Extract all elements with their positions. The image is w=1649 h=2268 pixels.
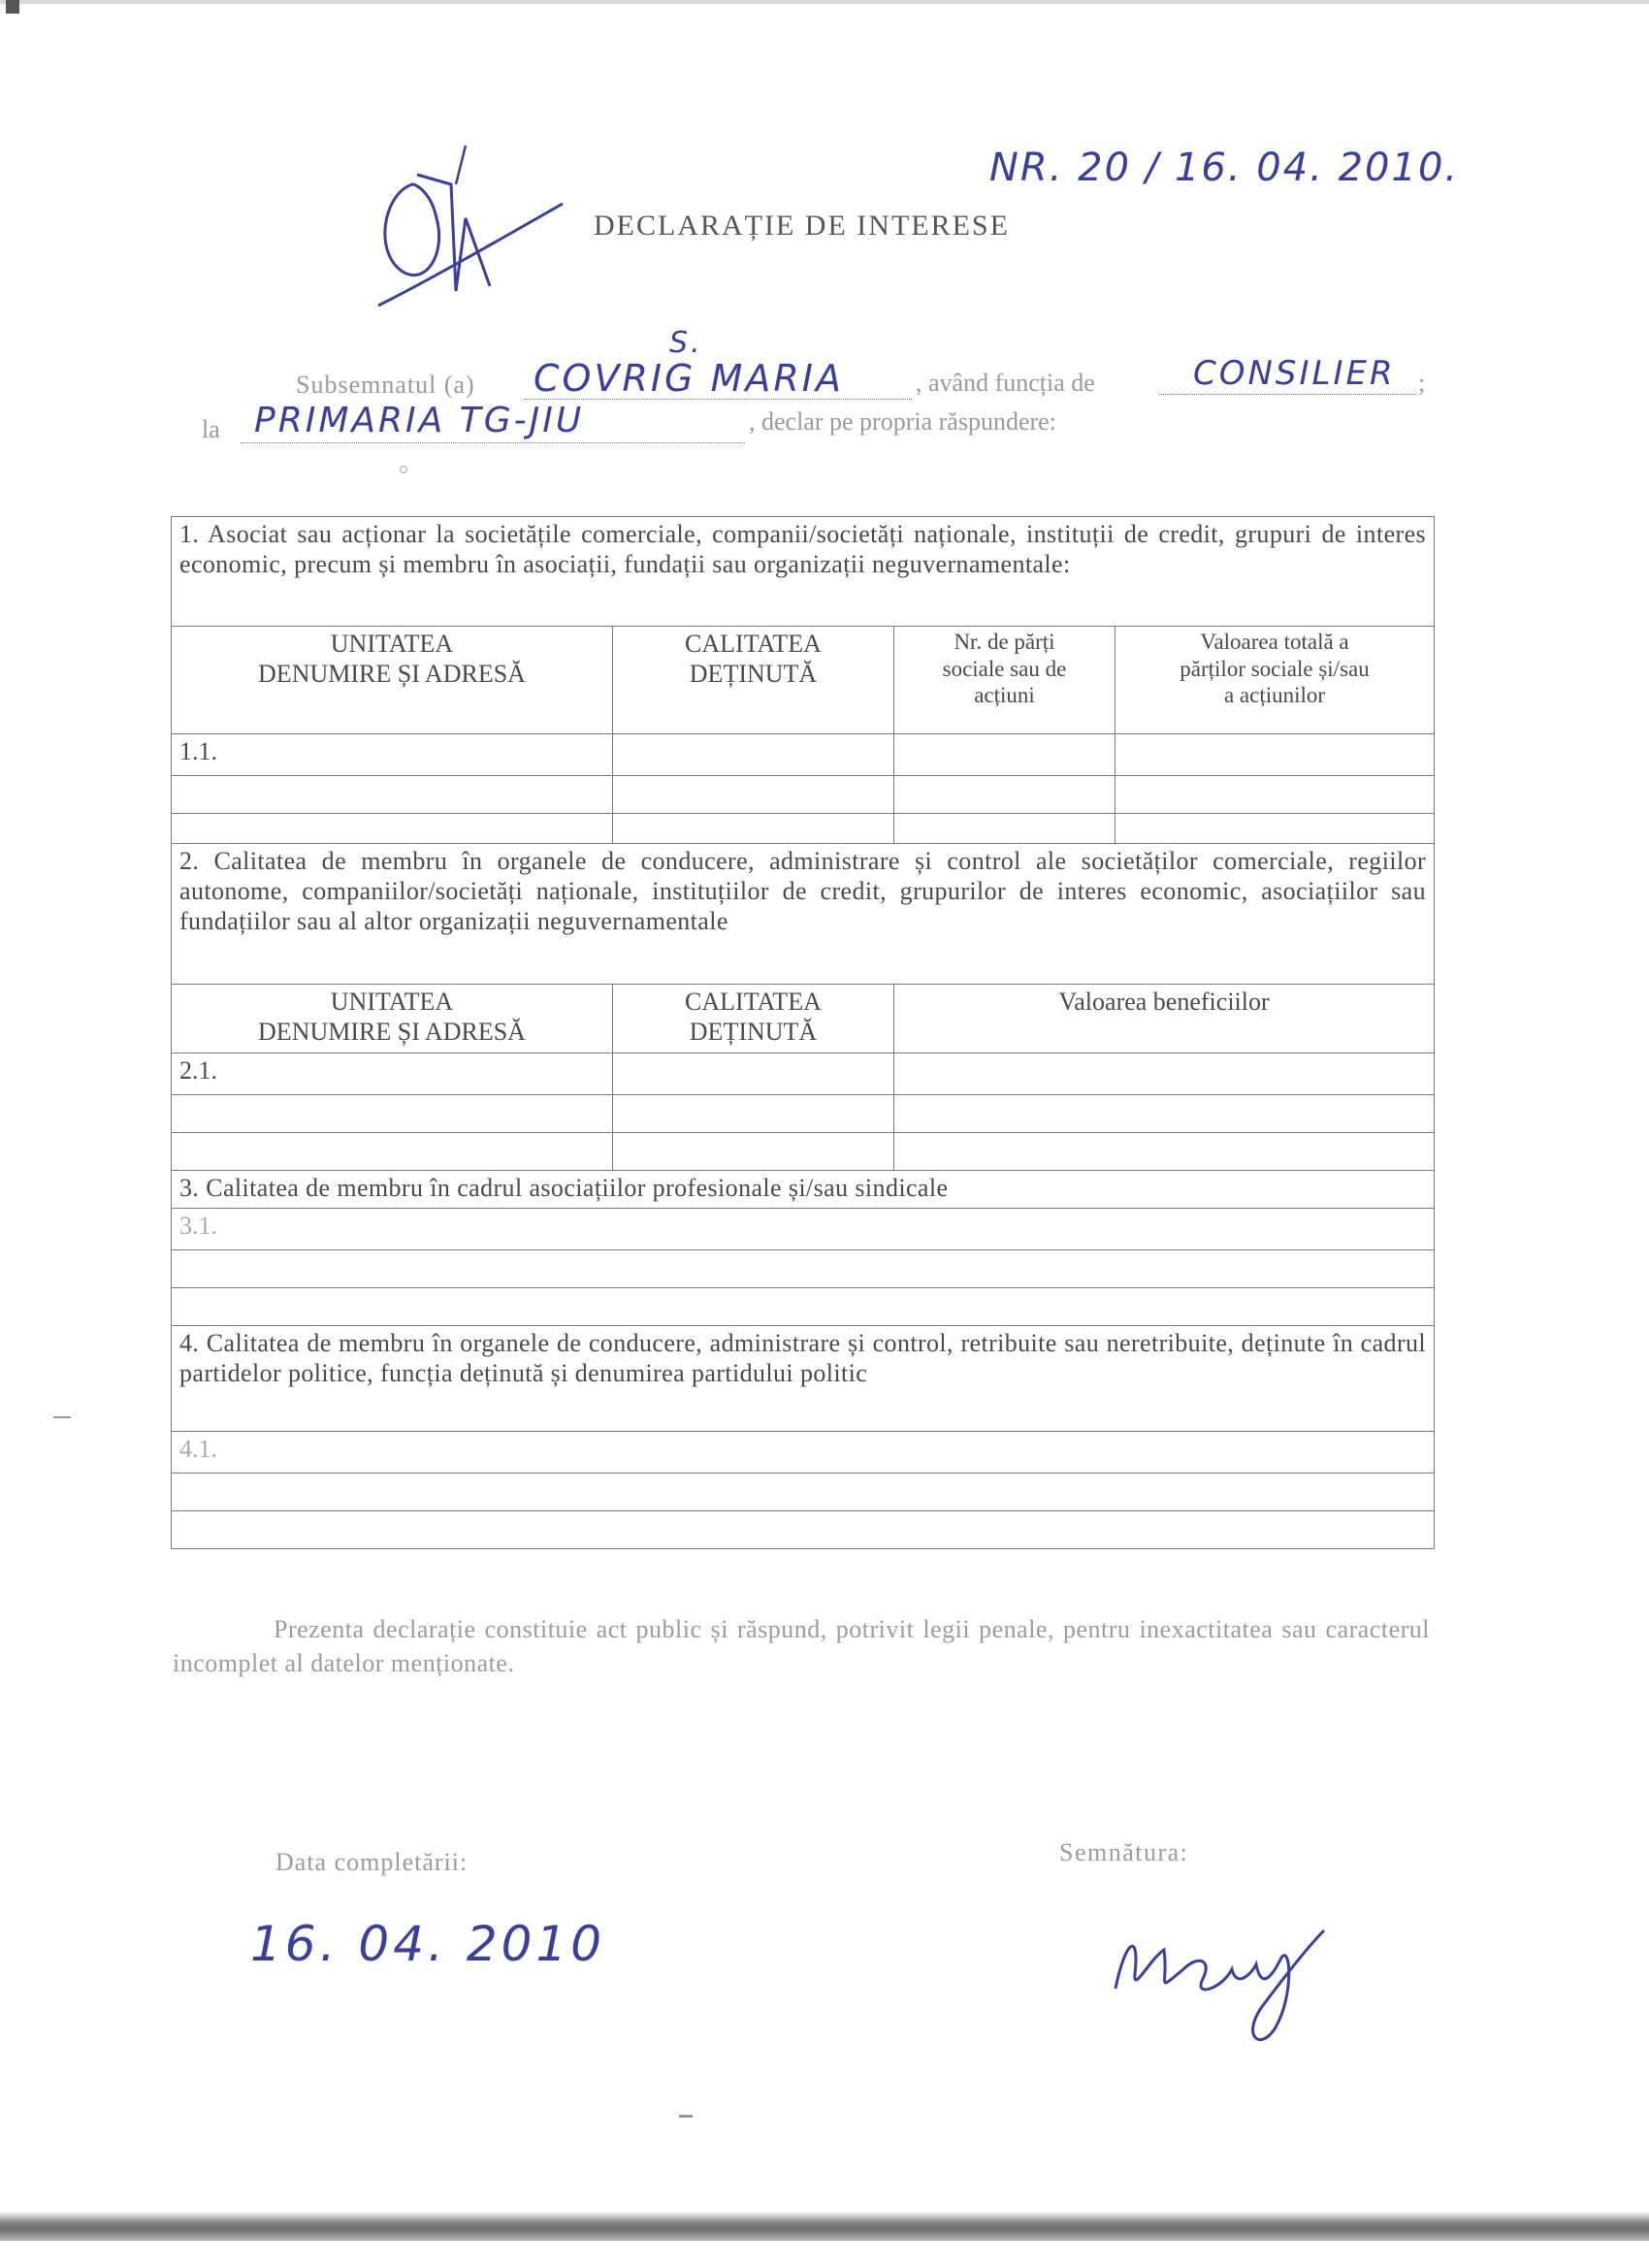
s3-row-label: 3.1. bbox=[172, 1209, 1435, 1250]
s3-cell bbox=[172, 1288, 1435, 1326]
table-row bbox=[172, 1133, 1435, 1171]
s1-cell bbox=[172, 776, 613, 814]
handwritten-initials-icon bbox=[359, 126, 582, 320]
s1-cell bbox=[1116, 814, 1435, 844]
table-row bbox=[172, 1209, 1435, 1250]
s2-cell bbox=[613, 1133, 894, 1171]
s2-row-label: 2.1. bbox=[172, 1053, 613, 1095]
registry-number: NR. 20 / 16. 04. 2010. bbox=[989, 146, 1460, 190]
s2-cell bbox=[172, 1095, 613, 1133]
table-row bbox=[172, 1474, 1435, 1511]
declarant-name: COVRIG MARIA bbox=[534, 357, 844, 400]
s1-col-quality: CALITATEA DEȚINUTĂ bbox=[613, 627, 894, 734]
signature-icon bbox=[1096, 1901, 1348, 2057]
s1-cell bbox=[172, 814, 613, 844]
s1-cell bbox=[1116, 734, 1435, 776]
table-row bbox=[172, 734, 1435, 776]
table-row bbox=[172, 814, 1435, 844]
s1-col-unit: UNITATEA DENUMIRE ȘI ADRESĂ bbox=[172, 627, 613, 734]
function-label: , având funcția de bbox=[916, 369, 1095, 397]
s2-cell bbox=[613, 1053, 894, 1095]
function-field-line bbox=[1159, 393, 1416, 395]
table-row bbox=[172, 1511, 1435, 1549]
table-row bbox=[172, 1432, 1435, 1474]
s2-cell bbox=[172, 1133, 613, 1171]
s2-col-benefits: Valoarea beneficiilor bbox=[894, 985, 1435, 1053]
s4-cell bbox=[172, 1474, 1435, 1511]
table-row bbox=[172, 1250, 1435, 1288]
s2-col-quality: CALITATEA DEȚINUTĂ bbox=[613, 985, 894, 1053]
s1-cell bbox=[894, 814, 1116, 844]
s2-cell bbox=[894, 1133, 1435, 1171]
s1-col-value: Valoarea totală a părților sociale și/sau a acțiunilor bbox=[1116, 627, 1435, 734]
section-1-title: 1. Asociat sau acționar la societățile comerciale, companii/societăți naționale, instituții de credit, grupuri de interes economic, precum și membru în asociații, fundații sau organizații neguvernamentale: bbox=[172, 517, 1435, 627]
page-title: DECLARAȚIE DE INTERESE bbox=[594, 210, 1010, 242]
s1-cell bbox=[1116, 776, 1435, 814]
signature-label: Semnătura: bbox=[1059, 1838, 1189, 1866]
correction-mark: S. bbox=[669, 326, 703, 360]
table-row bbox=[172, 1095, 1435, 1133]
scan-speck bbox=[679, 2115, 693, 2118]
institution-field-line bbox=[241, 441, 745, 443]
s2-cell bbox=[613, 1095, 894, 1133]
s4-row-label: 4.1. bbox=[172, 1432, 1435, 1474]
table-row bbox=[172, 1053, 1435, 1095]
s1-cell bbox=[894, 776, 1116, 814]
s1-cell bbox=[894, 734, 1116, 776]
section-4-title: 4. Calitatea de membru în organele de conducere, administrare și control, retribuite sau neretribuite, deținute în cadrul partidelor politice, funcția deținută și denumirea partidului politic bbox=[172, 1326, 1435, 1432]
interests-table bbox=[171, 516, 1435, 1549]
s1-cell bbox=[613, 734, 894, 776]
declarant-function: CONSILIER bbox=[1193, 354, 1396, 393]
completion-date: 16. 04. 2010 bbox=[250, 1916, 606, 1972]
date-label: Data completării: bbox=[275, 1848, 469, 1876]
scan-speck bbox=[53, 1416, 71, 1418]
s4-cell bbox=[172, 1511, 1435, 1549]
section-3-title: 3. Calitatea de membru în cadrul asociațiilor profesionale și/sau sindicale bbox=[172, 1171, 1435, 1209]
s2-col-unit: UNITATEA DENUMIRE ȘI ADRESĂ bbox=[172, 985, 613, 1053]
scan-top-edge bbox=[0, 0, 1649, 4]
scan-bottom-edge bbox=[0, 2212, 1649, 2241]
section-2-title: 2. Calitatea de membru în organele de conducere, administrare și control ale societăților comerciale, regiilor autonome, companiilor/societăți naționale, instituțiilor de credit, grupurilor de interes economic, asociațiilor sau fundațiilor sau al altor organizații neguvernamentale bbox=[172, 844, 1435, 985]
table-row bbox=[172, 776, 1435, 814]
s1-cell bbox=[613, 814, 894, 844]
declaration-label: , declar pe propria răspundere: bbox=[749, 407, 1056, 436]
s3-cell bbox=[172, 1250, 1435, 1288]
s2-cell bbox=[894, 1053, 1435, 1095]
at-label: la bbox=[202, 415, 220, 443]
s1-cell bbox=[613, 776, 894, 814]
scan-speck bbox=[400, 466, 407, 473]
semicolon-mark: ; bbox=[1418, 369, 1426, 397]
s2-cell bbox=[894, 1095, 1435, 1133]
scan-corner-mark bbox=[6, 0, 19, 14]
legal-statement: Prezenta declarație constituie act public și răspund, potrivit legii penale, pentru inexactitatea sau caracterul incomplet al datelor menționate. bbox=[173, 1615, 1430, 1678]
s1-col-shares: Nr. de părți sociale sau de acțiuni bbox=[894, 627, 1116, 734]
undersigned-label: Subsemnatul (a) bbox=[296, 371, 475, 399]
s1-row-label: 1.1. bbox=[172, 734, 613, 776]
declarant-institution: PRIMARIA TG-JIU bbox=[254, 401, 585, 440]
table-row bbox=[172, 1288, 1435, 1326]
